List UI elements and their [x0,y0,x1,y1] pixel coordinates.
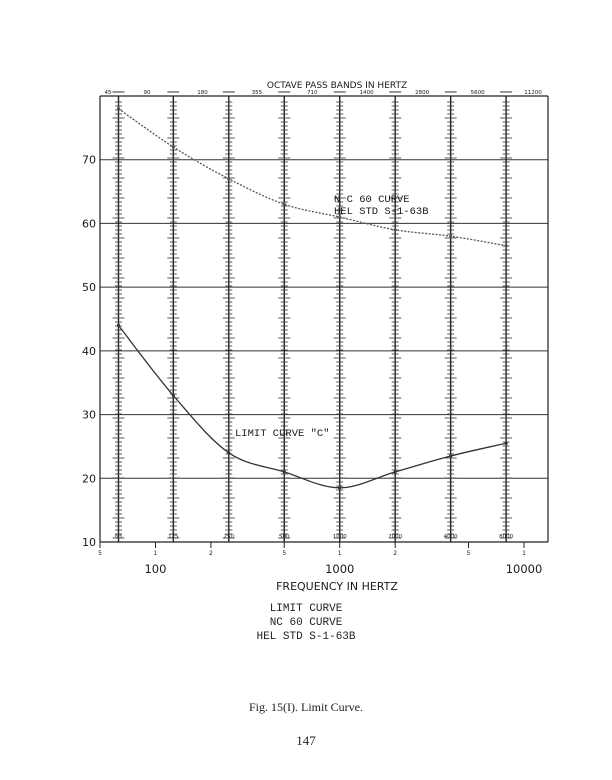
x-minor-tick-label: 1 [522,550,526,557]
octave-band-edge-label: 5600 [470,90,485,96]
y-tick-label: 30 [82,408,96,422]
x-minor-tick-label: 5 [98,550,102,557]
octave-band-edge-label: 45 [104,90,112,96]
caption-line-limit-curve: LIMIT CURVE [269,603,343,615]
x-minor-tick-label: 1 [153,550,158,557]
series-point-limit-c [394,470,397,473]
series-point-limit-c [338,486,341,489]
x-major-tick-label: 1000 [325,562,355,576]
band-center-label: 4000 [443,534,458,540]
caption-line-nc60-curve: NC 60 CURVE [269,617,343,629]
octave-band-edge-label: 2800 [415,90,430,96]
series-point-limit-c [449,454,452,457]
series-point-nc60 [117,107,120,110]
series-point-nc60 [505,244,508,247]
y-tick-label: 50 [82,281,96,295]
series-label-nc60: HEL STD S-1-63B [334,206,429,218]
y-tick-label: 60 [82,217,96,231]
series-point-nc60 [449,235,452,238]
x-minor-tick-label: 2 [209,550,213,557]
band-center-label: 8000 [499,534,514,540]
band-center-label: 125 [168,534,179,540]
x-major-tick-label: 100 [144,562,167,576]
series-point-limit-c [172,394,175,397]
page-number: 147 [296,733,316,748]
x-major-tick-label: 10000 [505,562,543,576]
series-point-nc60 [227,177,230,180]
x-axis [98,534,542,576]
x-axis-label: FREQUENCY IN HERTZ [276,580,398,593]
series-point-limit-c [227,451,230,454]
series-point-nc60 [283,203,286,206]
octave-band-edge-label: 11200 [524,90,542,96]
octave-band-edge-label: 180 [197,90,208,96]
chart-title: OCTAVE PASS BANDS IN HERTZ [266,81,408,91]
series-point-limit-c [117,324,120,327]
series-line-nc60 [119,109,507,246]
band-center-label: 2000 [388,534,403,540]
y-tick-label: 20 [82,472,96,486]
series-point-nc60 [172,145,175,148]
octave-band-edge-label: 90 [143,90,151,96]
band-center-label: 1000 [332,534,347,540]
series-label-limit-c: LIMIT CURVE "C" [235,428,330,440]
figure-caption: Fig. 15(I). Limit Curve. [249,700,363,714]
y-tick-label: 40 [82,344,96,358]
band-center-label: 250 [223,534,235,540]
x-minor-tick-label: 2 [393,550,398,557]
plot-frame [100,96,548,542]
grid [100,96,548,542]
y-tick-label: 10 [82,536,96,549]
series-point-limit-c [283,470,286,473]
series-point-limit-c [505,442,508,445]
chart-caption-block [0,602,612,644]
y-axis [82,154,96,549]
octave-band-edge-label: 710 [307,90,318,96]
octave-band-edge-label: 1400 [359,90,374,96]
series-point-nc60 [394,228,397,231]
x-minor-tick-label: 5 [282,550,287,557]
x-minor-tick-label: 5 [466,550,471,557]
series-label-nc60: N C 60 CURVE [334,194,410,206]
band-center-label: 500 [279,534,290,540]
octave-band-edge-label: 355 [251,90,263,96]
y-tick-label: 70 [82,153,96,167]
x-minor-tick-label: 1 [337,550,342,557]
band-center-label: 63 [114,534,122,540]
caption-line-hel-std: HEL STD S-1-63B [256,631,356,643]
band-center-rulers [112,102,512,538]
